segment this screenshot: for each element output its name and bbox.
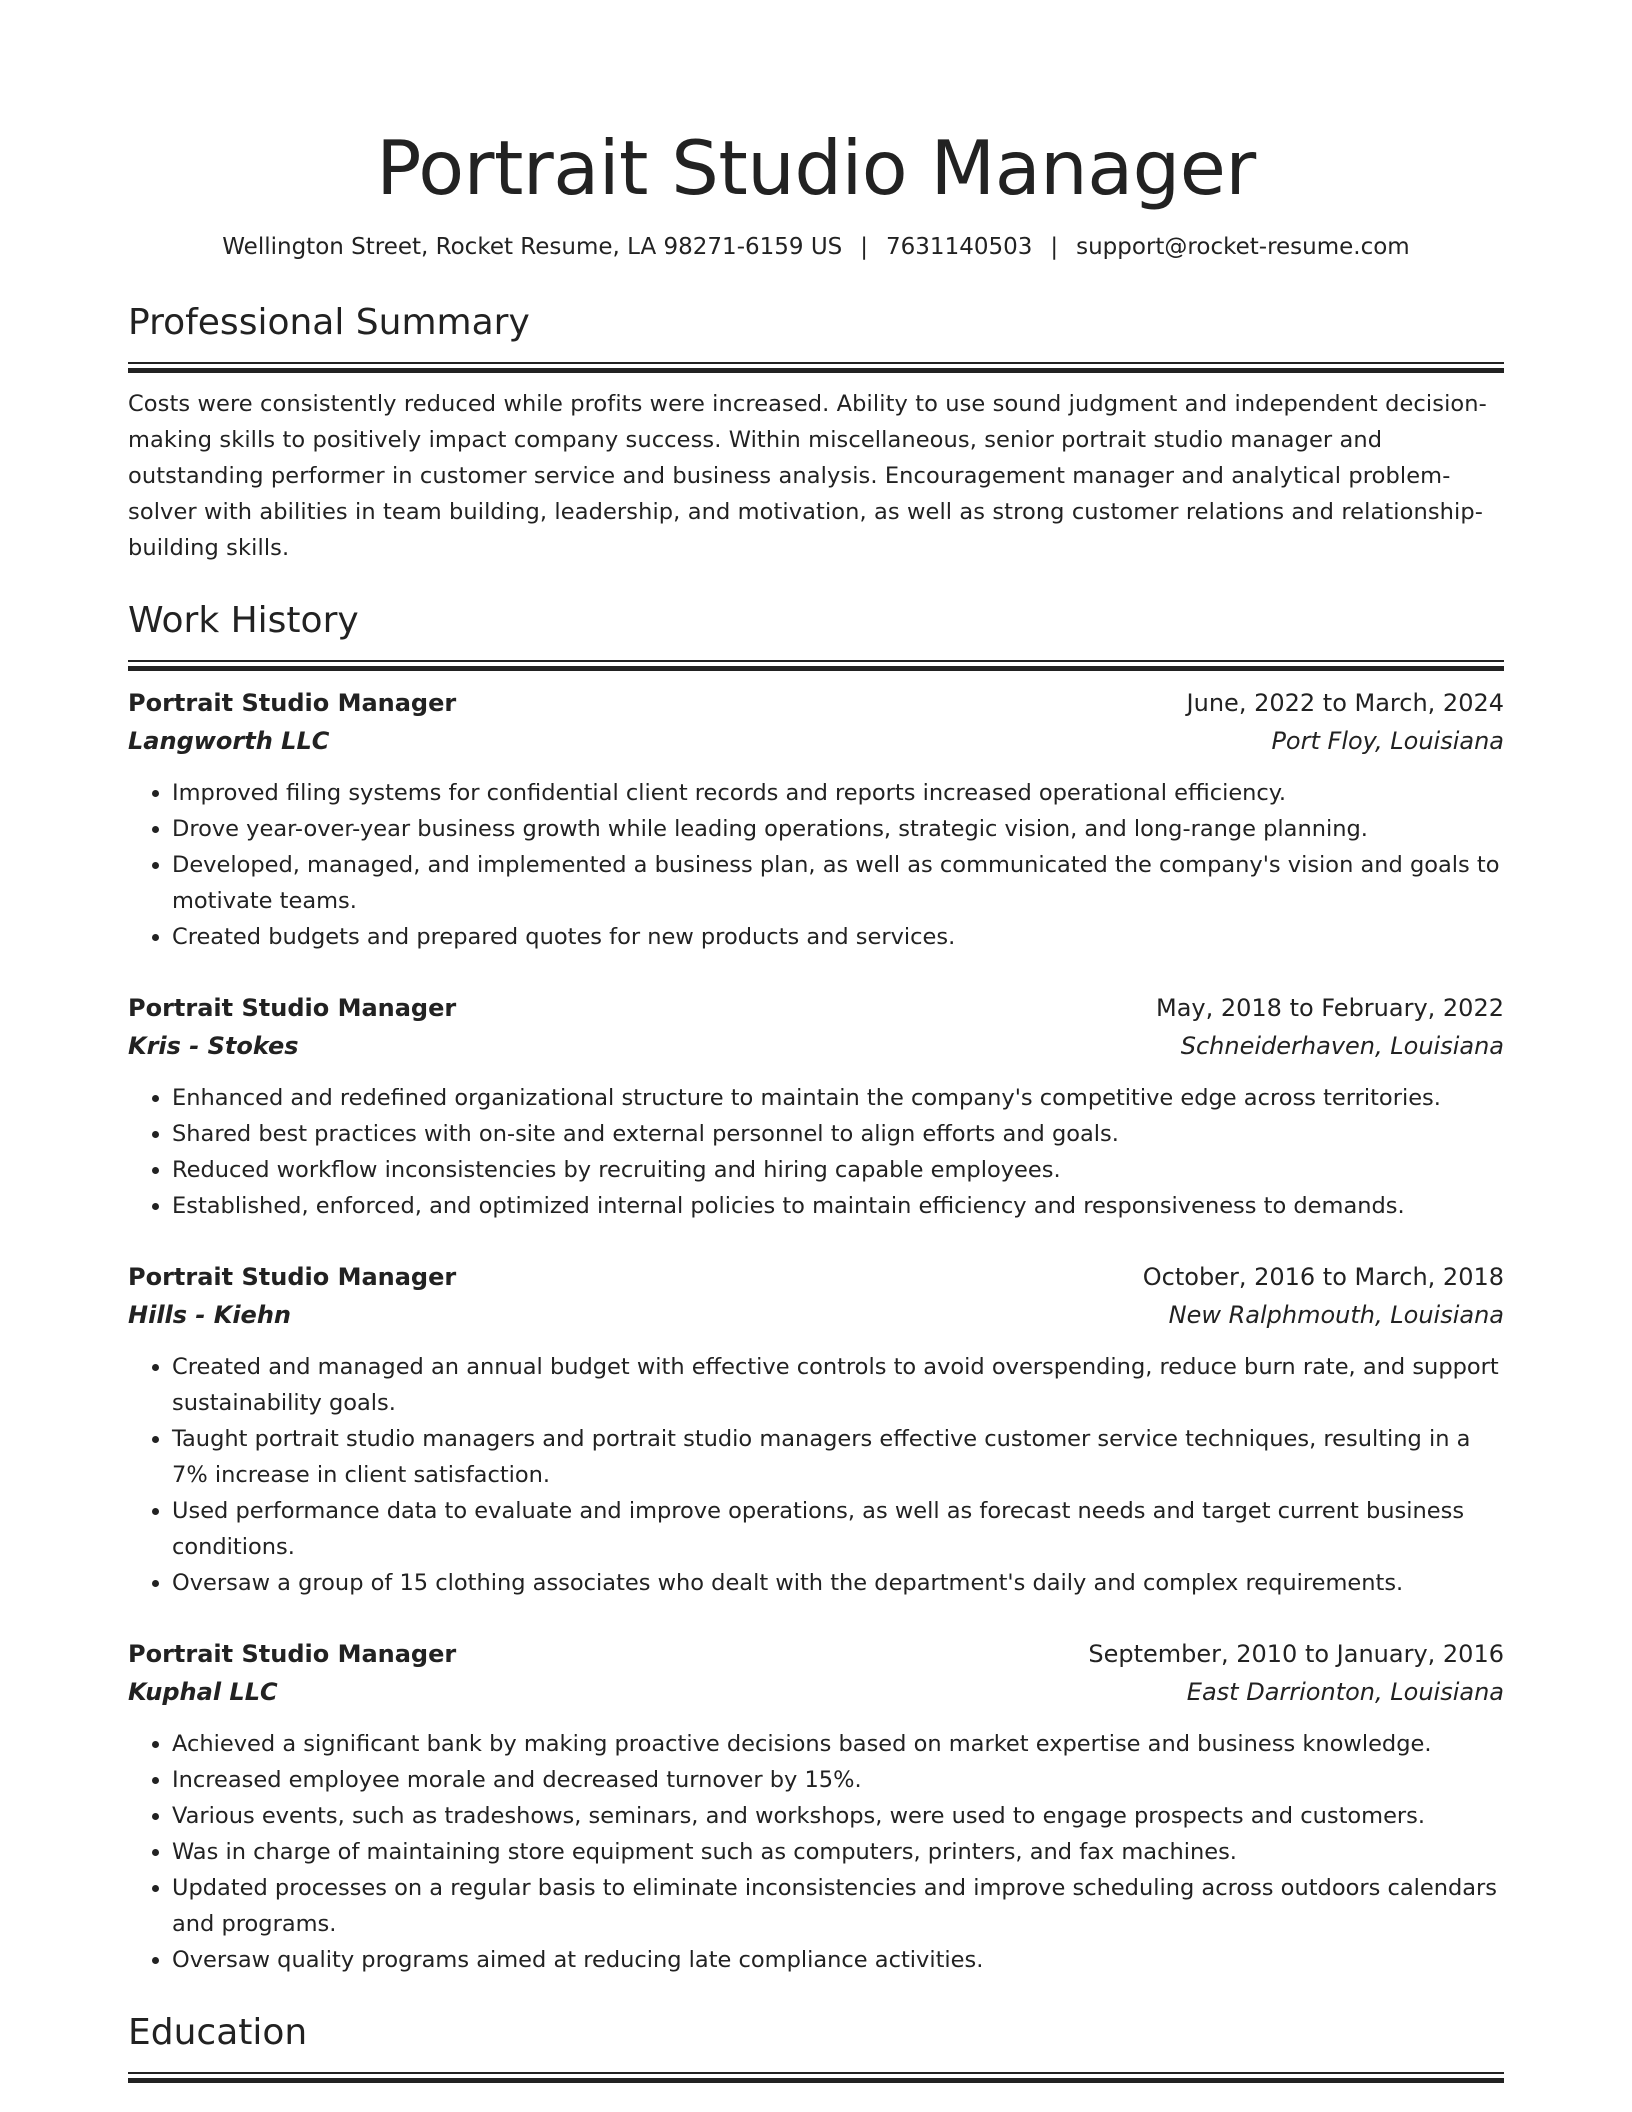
job-bullet: • Achieved a significant bank by making proactive decisions based on market expertise and business knowledge. [172, 1726, 1504, 1762]
contact-email: support@rocket-resume.com [1076, 234, 1410, 260]
job-dates: September, 2010 to January, 2016 [1088, 1640, 1504, 1668]
section-divider [128, 660, 1504, 670]
job-bullets [128, 1349, 1504, 1601]
job-subheader-row [128, 1673, 1504, 1711]
job-dates: May, 2018 to February, 2022 [1156, 994, 1504, 1022]
job-bullet: • Was in charge of maintaining store equipment such as computers, printers, and fax machines. [172, 1834, 1504, 1870]
job-subheader-row [128, 1296, 1504, 1334]
summary-text: Costs were consistently reduced while profits were increased. Ability to use sound judgment and independent decision-making skills to positively impact company success. Within miscellaneous, senior portrait studio manager and outstanding performer in customer service and business analysis. Encouragement manager and analytical problem-solver with abilities in team building, leadership, and motivation, as well as strong customer relations and relationship-building skills. [128, 391, 1487, 561]
contact-line [128, 230, 1504, 264]
job-company: Kris - Stokes [128, 1032, 299, 1060]
job-header-row [128, 989, 1504, 1027]
job-entry [128, 989, 1504, 1224]
contact-address: Wellington Street, Rocket Resume, LA 98271-6159 US [222, 234, 843, 260]
job-bullet: • Oversaw a group of 15 clothing associates who dealt with the department's daily and complex requirements. [172, 1565, 1504, 1601]
job-bullet: • Taught portrait studio managers and portrait studio managers effective customer service techniques, resulting in a 7% increase in client satisfaction. [172, 1421, 1504, 1493]
job-bullets [128, 775, 1504, 955]
job-bullet: • Created and managed an annual budget with effective controls to avoid overspending, reduce burn rate, and support sustainability goals. [172, 1349, 1504, 1421]
job-header-row [128, 1258, 1504, 1296]
job-company: Hills - Kiehn [128, 1301, 291, 1329]
contact-separator: | [1050, 234, 1059, 260]
professional-summary-section [128, 298, 1504, 566]
job-bullet: • Developed, managed, and implemented a business plan, as well as communicated the company's vision and goals to motivate teams. [172, 847, 1504, 919]
job-location: East Darrionton, Louisiana [1186, 1678, 1504, 1706]
section-divider [128, 2072, 1504, 2082]
job-subheader-row [128, 1027, 1504, 1065]
job-location: New Ralphmouth, Louisiana [1168, 1301, 1504, 1329]
job-subheader-row [128, 722, 1504, 760]
job-bullet: • Various events, such as tradeshows, seminars, and workshops, were used to engage prospects and customers. [172, 1798, 1504, 1834]
job-header-row [128, 1635, 1504, 1673]
job-title: Portrait Studio Manager [128, 994, 457, 1022]
job-entry [128, 1258, 1504, 1601]
section-divider [128, 362, 1504, 372]
job-title: Portrait Studio Manager [128, 1263, 457, 1291]
job-bullet: • Reduced workflow inconsistencies by recruiting and hiring capable employees. [172, 1152, 1504, 1188]
job-bullet: • Improved filing systems for confidential client records and reports increased operational efficiency. [172, 775, 1504, 811]
job-bullets [128, 1080, 1504, 1224]
work-history-section [128, 596, 1504, 1978]
contact-phone: 7631140503 [886, 234, 1033, 260]
section-title-work-history: Work History [128, 600, 359, 641]
job-bullet: • Oversaw quality programs aimed at reducing late compliance activities. [172, 1942, 1504, 1978]
job-bullet: • Created budgets and prepared quotes for new products and services. [172, 919, 1504, 955]
job-dates: June, 2022 to March, 2024 [1186, 689, 1504, 717]
education-section [128, 2008, 1504, 2082]
job-company: Kuphal LLC [128, 1678, 278, 1706]
job-location: Port Floy, Louisiana [1271, 727, 1504, 755]
job-bullet: • Drove year-over-year business growth while leading operations, strategic vision, and long-range planning. [172, 811, 1504, 847]
job-location: Schneiderhaven, Louisiana [1180, 1032, 1504, 1060]
job-bullets [128, 1726, 1504, 1978]
contact-separator: | [860, 234, 869, 260]
job-entry [128, 684, 1504, 955]
job-dates: October, 2016 to March, 2018 [1142, 1263, 1504, 1291]
resume-page [128, 0, 1504, 2082]
section-title-summary: Professional Summary [128, 302, 530, 343]
job-company: Langworth LLC [128, 727, 330, 755]
section-title-education: Education [128, 2012, 308, 2053]
job-bullet: • Increased employee morale and decreased turnover by 15%. [172, 1762, 1504, 1798]
job-bullet: • Shared best practices with on-site and external personnel to align efforts and goals. [172, 1116, 1504, 1152]
job-entry [128, 1635, 1504, 1978]
job-header-row [128, 684, 1504, 722]
job-bullet: • Established, enforced, and optimized internal policies to maintain efficiency and responsiveness to demands. [172, 1188, 1504, 1224]
job-bullet: • Used performance data to evaluate and improve operations, as well as forecast needs and target current business conditions. [172, 1493, 1504, 1565]
job-title: Portrait Studio Manager [128, 689, 457, 717]
job-bullet: • Updated processes on a regular basis to eliminate inconsistencies and improve scheduling across outdoors calendars and programs. [172, 1870, 1504, 1942]
resume-name: Portrait Studio Manager [376, 124, 1256, 212]
job-bullet: • Enhanced and redefined organizational structure to maintain the company's competitive edge across territories. [172, 1080, 1504, 1116]
job-title: Portrait Studio Manager [128, 1640, 457, 1668]
